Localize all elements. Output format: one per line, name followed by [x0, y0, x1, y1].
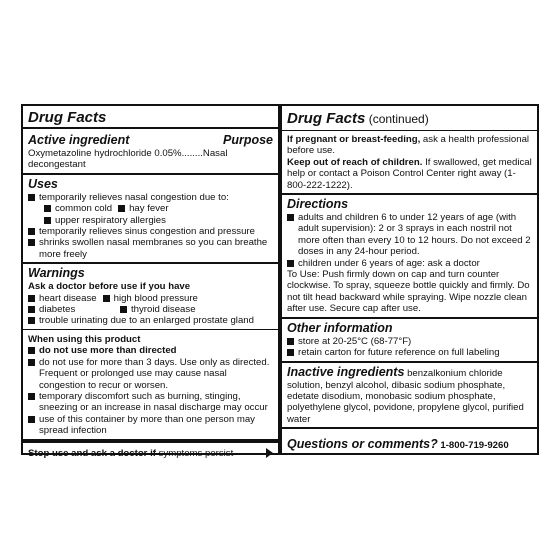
active-ingredient-heading: Active ingredient: [28, 133, 130, 147]
stop-use-section: [23, 441, 278, 461]
warnings-section: [23, 264, 278, 330]
purpose-value: Nasal decongestant: [28, 148, 228, 171]
list-item: [103, 293, 198, 304]
ask-doctor-heading: Ask a doctor before use if you have: [28, 281, 191, 293]
list-item: [28, 304, 114, 315]
list-item-text: shrinks swollen nasal membranes so you can breathe more freely: [39, 237, 268, 260]
directions-section: [282, 195, 537, 319]
uses-sublist-row: [28, 203, 273, 214]
list-item-text: hay fever: [129, 203, 169, 215]
list-item-text: store at 20-25°C (68-77°F): [298, 335, 412, 347]
list-item-text: use of this container by more than one person may spread infection: [39, 413, 255, 437]
list-item: [28, 357, 273, 391]
list-item-text: upper respiratory allergies: [55, 214, 166, 226]
bullet-square-icon: [44, 217, 51, 224]
uses-section: [23, 175, 278, 264]
pregnancy-section: [282, 131, 537, 195]
inactive-ingredients-heading: Inactive ingredients: [287, 364, 405, 379]
conditions-row: [28, 304, 273, 315]
list-item: [28, 226, 273, 237]
bullet-square-icon: [28, 306, 35, 313]
drug-facts-header: [23, 106, 278, 129]
purpose-heading: Purpose: [222, 133, 273, 147]
bullet-square-icon: [287, 349, 294, 356]
questions-phone: 1-800-719-9260: [437, 440, 509, 452]
bullet-square-icon: [44, 205, 51, 212]
list-item-text: heart disease: [39, 292, 97, 304]
other-information-heading: Other information: [287, 320, 393, 335]
uses-heading: Uses: [28, 176, 58, 191]
list-item: [287, 258, 532, 269]
list-item-text: thyroid disease: [131, 304, 196, 316]
list-item: [28, 315, 273, 326]
keep-out-text: If swallowed, get medical help or contact a Poison Control Center right away (1-800-222-1222).: [287, 156, 532, 191]
drug-facts-panel-left: [21, 104, 280, 459]
list-item-text: diabetes: [39, 304, 76, 316]
bullet-square-icon: [103, 295, 110, 302]
list-item-text: trouble urinating due to an enlarged prostate gland: [39, 315, 254, 327]
when-using-section: [23, 330, 278, 441]
stop-use-text: symptoms persist: [155, 447, 234, 459]
keep-out-heading: Keep out of reach of children.: [287, 156, 423, 168]
continue-arrow-icon: [266, 448, 273, 458]
list-item-text: common cold: [55, 203, 113, 215]
list-item-text: do not use more than directed: [39, 345, 177, 357]
list-item-text: retain carton for future reference on full labeling: [298, 347, 500, 359]
pregnant-heading: If pregnant or breast-feeding,: [287, 134, 421, 145]
drug-facts-continued-header: [282, 106, 537, 131]
list-item: [287, 347, 532, 358]
bullet-square-icon: [120, 306, 127, 313]
questions-section: [282, 429, 537, 455]
list-item: [287, 336, 532, 347]
active-ingredient-section: [23, 129, 278, 175]
to-use-text: To Use: Push firmly down on cap and turn counter clockwise. To spray, squeeze bottle quickly and firmly. Do not tilt head backward while spraying. Wipe nozzle clean after use. Secure cap after use.: [287, 269, 530, 315]
list-item-text: high blood pressure: [113, 292, 198, 304]
other-information-section: [282, 319, 537, 363]
directions-heading: Directions: [287, 197, 349, 212]
bullet-square-icon: [287, 260, 294, 267]
list-item: [287, 212, 532, 258]
list-item-text: temporarily relieves sinus congestion and pressure: [39, 226, 255, 238]
list-item-text: adults and children 6 to under 12 years of age (with adult supervision): 2 or 3 sprays in each nostril not more often than every 10 to 12 hours. Do not exceed 2 doses in any 24-hour period.: [298, 212, 531, 258]
bullet-square-icon: [28, 317, 35, 324]
continued-label: (continued): [365, 112, 429, 126]
inactive-ingredients-section: [282, 363, 537, 430]
list-item: [44, 203, 112, 214]
list-item-text: temporarily relieves nasal congestion due to:: [39, 191, 229, 203]
list-item: [28, 192, 273, 203]
list-item-text: temporary discomfort such as burning, stinging, sneezing or an increase in nasal discharge may occur: [39, 390, 268, 414]
bullet-square-icon: [28, 295, 35, 302]
list-item: [120, 304, 196, 315]
drug-facts-panel-right: [280, 104, 539, 455]
list-item: [28, 215, 273, 226]
list-item: [28, 237, 273, 260]
bullet-square-icon: [28, 228, 35, 235]
active-ingredient-line: [28, 148, 273, 171]
drug-facts-title: Drug Facts: [28, 109, 107, 126]
list-item: [28, 345, 273, 356]
when-using-heading: When using this product: [28, 333, 141, 345]
active-ingredient-name: Oxymetazoline hydrochloride 0.05%: [28, 148, 182, 159]
list-item: [28, 293, 97, 304]
bullet-square-icon: [28, 416, 35, 423]
bullet-square-icon: [28, 239, 35, 246]
bullet-square-icon: [28, 359, 35, 366]
bullet-square-icon: [118, 205, 125, 212]
leader-dots: ........: [181, 148, 203, 159]
bullet-square-icon: [28, 194, 35, 201]
bullet-square-icon: [287, 338, 294, 345]
bullet-square-icon: [28, 393, 35, 400]
list-item: [118, 203, 168, 214]
conditions-row: [28, 293, 273, 304]
inactive-ingredients-text: benzalkonium chloride solution, benzyl alcohol, dibasic sodium phosphate, edetate disodium, monobasic sodium phosphate, polyethylene glycol, povidone, propylene glycol, purified water: [287, 367, 524, 425]
list-item: [28, 414, 273, 437]
bullet-square-icon: [287, 214, 294, 221]
stop-use-heading: Stop use and ask a doctor if: [28, 447, 156, 459]
questions-heading: Questions or comments?: [287, 437, 438, 452]
list-item-text: do not use for more than 3 days. Use only as directed. Frequent or prolonged use may cause nasal congestion to recur or worsen.: [39, 356, 270, 391]
drug-facts-continued-title: Drug Facts: [287, 110, 366, 127]
pregnant-text: ask a health professional before use.: [287, 134, 530, 157]
list-item-text: children under 6 years of age: ask a doctor: [298, 257, 480, 269]
list-item: [28, 391, 273, 414]
warnings-heading: Warnings: [28, 266, 85, 281]
bullet-square-icon: [28, 347, 35, 354]
